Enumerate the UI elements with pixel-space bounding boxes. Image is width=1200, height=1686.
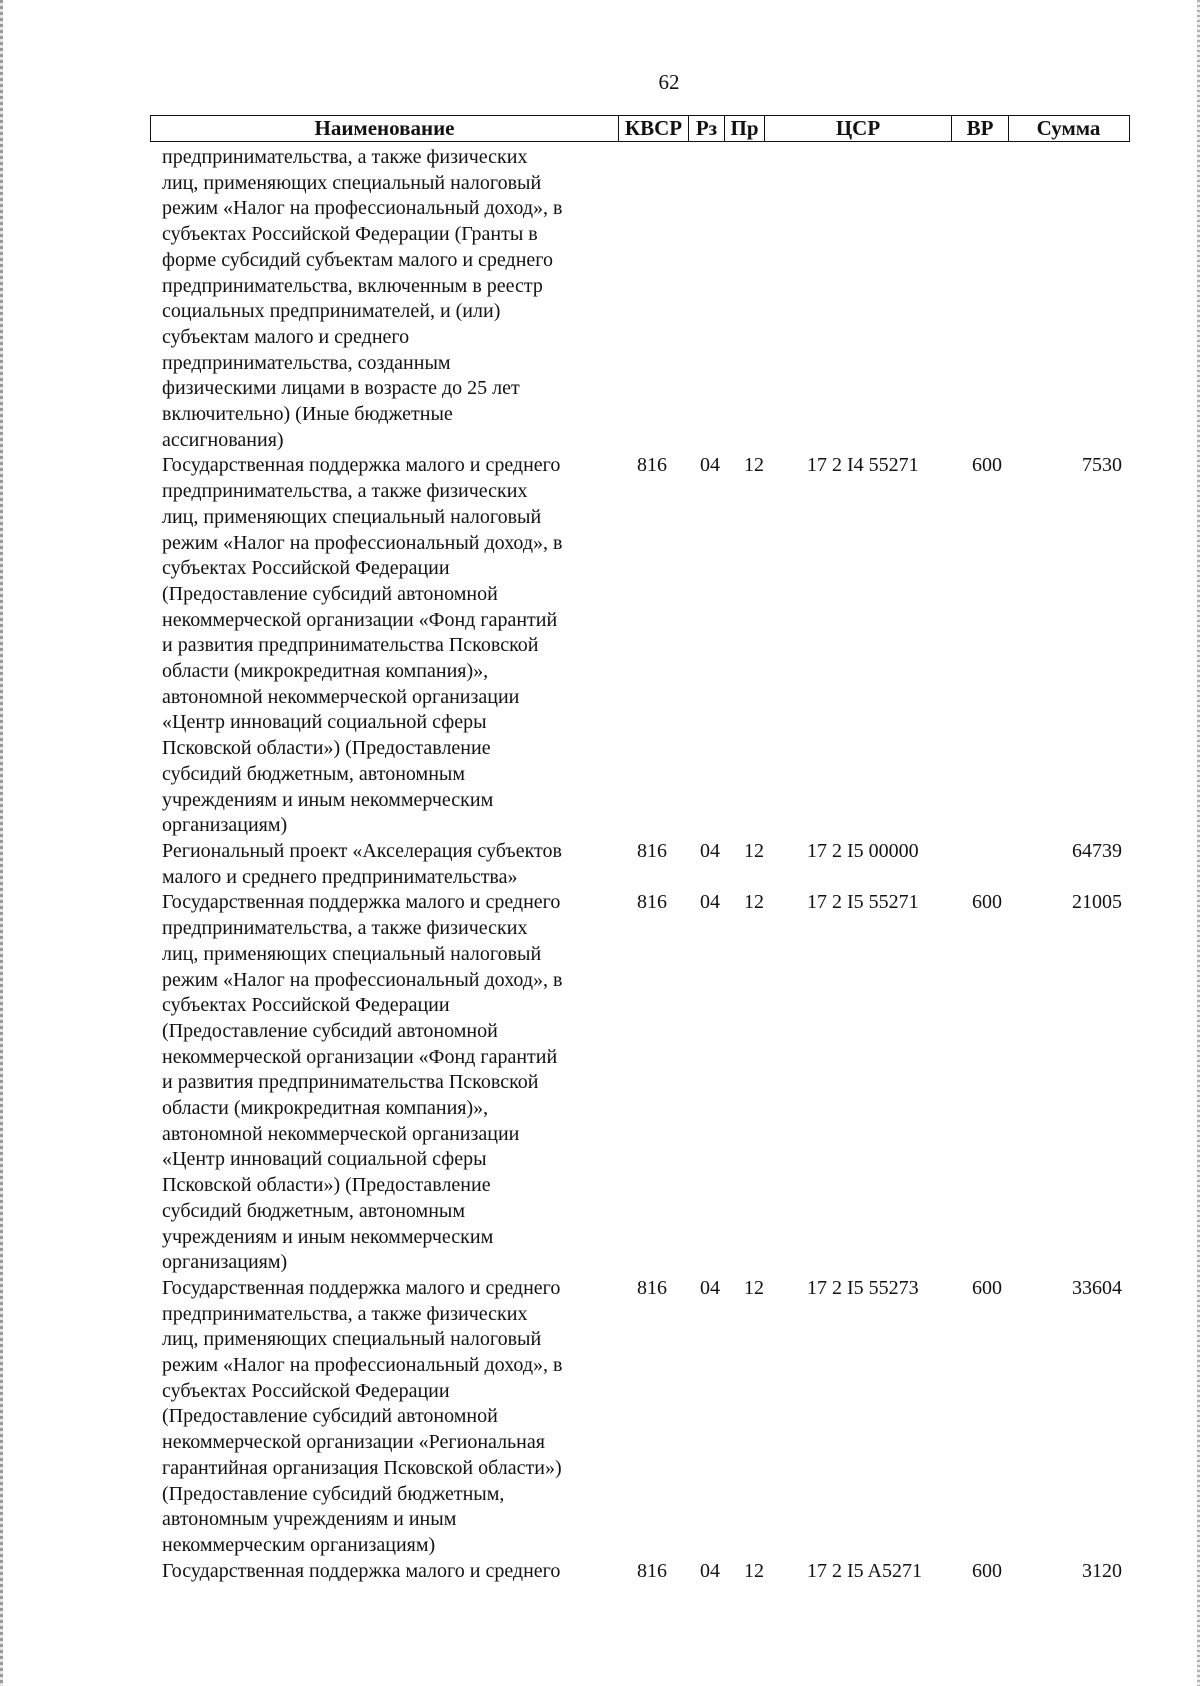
- header-pr: Пр: [724, 116, 764, 141]
- row-csr: 17 2 I4 55271: [807, 454, 919, 477]
- row-csr: 17 2 I5 00000: [807, 839, 919, 862]
- table-row: [162, 1559, 1132, 1585]
- row-sum: 21005: [1072, 891, 1122, 914]
- row-rz: 04: [700, 839, 720, 862]
- row-name: Государственная поддержка малого и среднего предпринимательства, а также физических лиц, применяющих специальный налоговый режим «Налог на профессиональный доход», в субъектах Российской Федерации (Предоставление субсидий автономной некоммерческой организации «Фонд гарантий и развития предпринимательства Псковской области (микрокредитная компания)», автономной некоммерческой организации «Центр инноваций социальной сферы Псковской области») (Предоставление субсидий бюджетным, автономным учреждениям и иным некоммерческим организациям): [162, 891, 563, 1274]
- table-row: [162, 453, 1132, 839]
- row-kvsr: 816: [637, 839, 667, 862]
- row-sum: 33604: [1072, 1276, 1122, 1299]
- row-csr: 17 2 I5 A5271: [807, 1559, 922, 1582]
- row-rz: 04: [700, 891, 720, 914]
- row-name: Государственная поддержка малого и среднего: [162, 1559, 561, 1582]
- table-row: [162, 145, 1132, 453]
- row-pr: 12: [744, 1276, 764, 1299]
- row-sum: 3120: [1082, 1559, 1122, 1582]
- row-vr: 600: [972, 1559, 1002, 1582]
- table-header: [150, 115, 1130, 142]
- table-body: [162, 145, 1132, 1584]
- header-name: Наименование: [314, 116, 455, 140]
- row-kvsr: 816: [637, 454, 667, 477]
- row-name: предпринимательства, а также физических лиц, применяющих специальный налоговый режим «Налог на профессиональный доход», в субъектах Российской Федерации (Гранты в форме субсидий субъектам малого и среднего предпринимательства, включенным в реестр социальных предпринимателей, и (или) субъектам малого и среднего предпринимательства, созданным физическими лицами в возрасте до 25 лет включительно) (Иные бюджетные ассигнования): [162, 146, 563, 451]
- row-rz: 04: [700, 1559, 720, 1582]
- header-sum: Сумма: [1008, 116, 1128, 141]
- row-name: Региональный проект «Акселерация субъектов малого и среднего предпринимательства»: [162, 839, 562, 888]
- header-csr: ЦСР: [764, 116, 951, 141]
- row-sum: 64739: [1072, 839, 1122, 862]
- row-pr: 12: [744, 839, 764, 862]
- row-pr: 12: [744, 1559, 764, 1582]
- header-vr: ВР: [951, 116, 1008, 141]
- page-number: 62: [658, 70, 680, 94]
- table-row: [162, 839, 1132, 890]
- row-rz: 04: [700, 454, 720, 477]
- row-pr: 12: [744, 891, 764, 914]
- row-sum: 7530: [1082, 454, 1122, 477]
- row-name: Государственная поддержка малого и среднего предпринимательства, а также физических лиц, применяющих специальный налоговый режим «Налог на профессиональный доход», в субъектах Российской Федерации (Предоставление субсидий автономной некоммерческой организации «Региональная гарантийная организация Псковской области») (Предоставление субсидий бюджетным, автономным учреждениям и иным некоммерческим организациям): [162, 1276, 563, 1556]
- row-kvsr: 816: [637, 1559, 667, 1582]
- row-vr: 600: [972, 891, 1002, 914]
- header-kvsr: КВСР: [618, 116, 688, 141]
- row-vr: 600: [972, 1276, 1002, 1299]
- row-name: Государственная поддержка малого и среднего предпринимательства, а также физических лиц, применяющих специальный налоговый режим «Налог на профессиональный доход», в субъектах Российской Федерации (Предоставление субсидий автономной некоммерческой организации «Фонд гарантий и развития предпринимательства Псковской области (микрокредитная компания)», автономной некоммерческой организации «Центр инноваций социальной сферы Псковской области») (Предоставление субсидий бюджетным, автономным учреждениям и иным некоммерческим организациям): [162, 454, 563, 837]
- table-row: [162, 890, 1132, 1276]
- row-rz: 04: [700, 1276, 720, 1299]
- row-kvsr: 816: [637, 891, 667, 914]
- table-row: [162, 1276, 1132, 1559]
- header-rz: Рз: [688, 116, 724, 141]
- scan-edge-left: [0, 0, 3, 1686]
- row-vr: 600: [972, 454, 1002, 477]
- row-csr: 17 2 I5 55271: [807, 891, 919, 914]
- row-kvsr: 816: [637, 1276, 667, 1299]
- row-pr: 12: [744, 454, 764, 477]
- row-csr: 17 2 I5 55273: [807, 1276, 919, 1299]
